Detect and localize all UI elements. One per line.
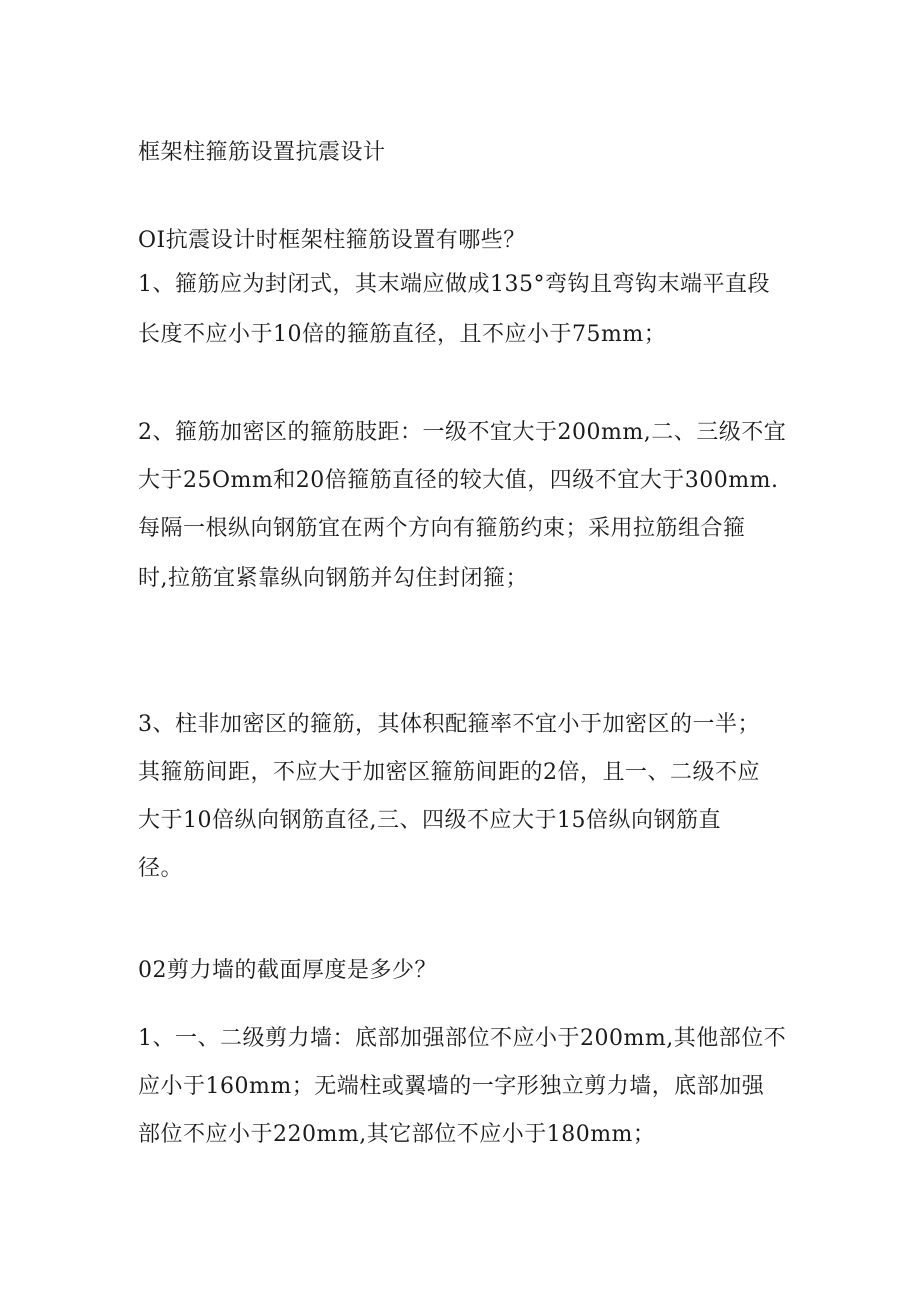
q1-item-3-line-3: 大于10倍纵向钢筋直径,三、四级不应大于15倍纵向钢筋直 [138, 808, 721, 833]
q1-item-2-line-4: 时,拉筋宜紧靠纵向钢筋并勾住封闭箍； [138, 566, 528, 591]
question-2-heading: 02剪力墙的截面厚度是多少？ [138, 958, 437, 983]
q1-item-3-line-2: 其箍筋间距，不应大于加密区箍筋间距的2倍，且一、二级不应 [138, 760, 760, 785]
q2-item-1-line-1: 1、一、二级剪力墙：底部加强部位不应小于200mm,其他部位不 [138, 1026, 787, 1051]
document-title: 框架柱箍筋设置抗震设计 [138, 140, 386, 165]
q1-item-2-line-3: 每隔一根纵向钢筋宜在两个方向有箍筋约束；采用拉筋组合箍 [138, 516, 746, 541]
q1-item-1-line-2: 长度不应小于10倍的箍筋直径，且不应小于75mm； [138, 322, 667, 347]
q1-item-1-line-1: 1、箍筋应为封闭式，其末端应做成135°弯钩且弯钩末端平直段 [138, 272, 770, 297]
q2-item-1-line-3: 部位不应小于220mm,其它部位不应小于180mm； [138, 1122, 656, 1147]
q1-item-3-line-1: 3、柱非加密区的箍筋，其体积配箍率不宜小于加密区的一半； [138, 712, 760, 737]
q1-item-2-line-1: 2、箍筋加密区的箍筋肢距：一级不宜大于200mm,二、三级不宜 [138, 420, 787, 445]
question-1-heading: OI抗震设计时框架柱箍筋设置有哪些？ [138, 228, 526, 253]
q1-item-2-line-2: 大于25Omm和20倍箍筋直径的较大值，四级不宜大于300mm. [138, 468, 779, 493]
q1-item-3-line-4: 径。 [138, 856, 184, 881]
q2-item-1-line-2: 应小于160mm；无端柱或翼墙的一字形独立剪力墙，底部加强 [138, 1074, 765, 1099]
